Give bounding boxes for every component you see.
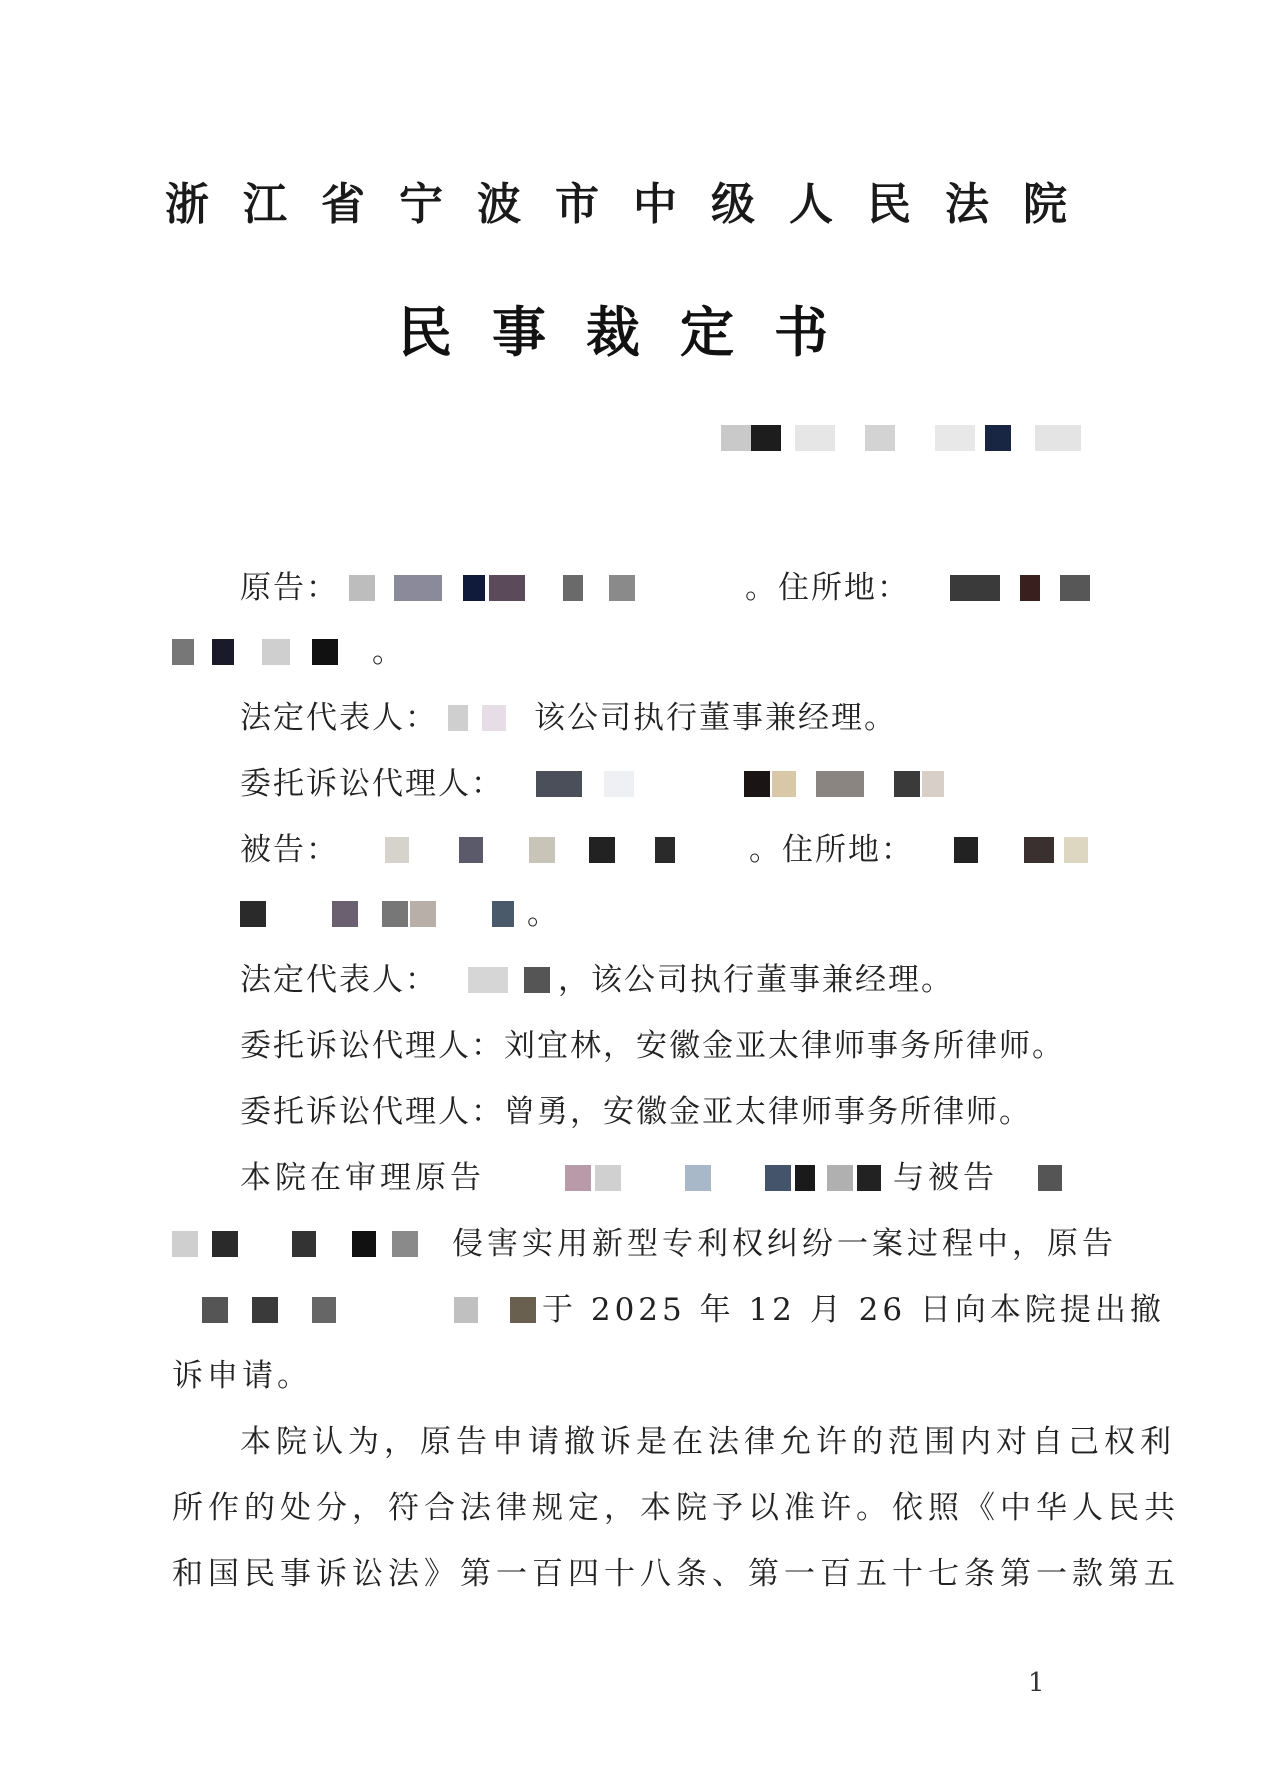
defendant-legal-rep	[172, 960, 1118, 1000]
p1-segment-d: 于 2025 年 12 月 26 日向本院提出撤	[542, 1292, 1165, 1328]
p1-plaintiff-redacted	[485, 1165, 893, 1195]
paragraph-2-line-2: 所作的处分，符合法律规定，本院予以准许。依照《中华人民共	[172, 1490, 1180, 1526]
defendant-address-redacted	[914, 837, 1114, 867]
defendant-residence-label: 。住所地：	[749, 832, 914, 868]
legal-rep-label: 法定代表人：	[240, 700, 438, 736]
plaintiff-address-continued	[172, 632, 1118, 672]
plaintiff-legal-rep	[172, 698, 1118, 738]
document-type-title: 民事裁定书	[398, 301, 868, 364]
plaintiff-name-redacted	[339, 575, 745, 605]
plaintiff-line	[172, 568, 1118, 608]
agent-label: 委托诉讼代理人：	[240, 766, 504, 802]
defendant-address-redacted-2	[172, 901, 527, 931]
plaintiff-address-redacted	[910, 575, 1118, 605]
paragraph-1-line-4: 诉申请。	[172, 1358, 312, 1394]
plaintiff-rep-role: 该公司执行董事兼经理。	[534, 700, 897, 736]
defendant-name-redacted	[339, 837, 749, 867]
plaintiff-address-redacted-2	[172, 639, 372, 669]
plaintiff-agent-redacted	[504, 771, 1044, 801]
paragraph-1-line-3	[172, 1290, 1165, 1330]
defendant-label: 被告：	[240, 832, 339, 868]
paragraph-2-line-3: 和国民事诉讼法》第一百四十八条、第一百五十七条第一款第五	[172, 1556, 1180, 1592]
defendant-end-period: 。	[527, 896, 560, 932]
defendant-legal-rep-label: 法定代表人：	[240, 962, 438, 998]
p1-segment-a: 本院在审理原告	[240, 1160, 485, 1196]
p1-segment-b: 与被告	[893, 1160, 998, 1196]
p1-segment-c: 侵害实用新型专利权纠纷一案过程中，原告	[452, 1226, 1117, 1262]
p1-defendant-redacted	[998, 1165, 1088, 1195]
case-number-redacted	[715, 425, 1115, 461]
residence-label: 。住所地：	[745, 570, 910, 606]
plaintiff-rep-name-redacted	[438, 705, 534, 735]
p1-plaintiff-redacted-2	[172, 1297, 542, 1327]
paragraph-1-line-2	[172, 1224, 1118, 1264]
court-name: 浙江省宁波市中级人民法院	[165, 179, 1101, 230]
defendant-agent-1: 委托诉讼代理人：刘宜林，安徽金亚太律师事务所律师。	[240, 1028, 1065, 1064]
plaintiff-agent	[172, 764, 1118, 804]
paragraph-1-line-1	[172, 1158, 1118, 1198]
page-number: 1	[1028, 1668, 1045, 1698]
defendant-line	[172, 830, 1118, 870]
p1-defendant-redacted-2	[172, 1231, 452, 1261]
defendant-rep-role: ，该公司执行董事兼经理。	[558, 962, 954, 998]
paragraph-2-line-1: 本院认为，原告申请撤诉是在法律允许的范围内对自己权利	[240, 1424, 1176, 1460]
defendant-rep-name-redacted	[438, 967, 558, 997]
plaintiff-label: 原告：	[240, 570, 339, 606]
defendant-address-continued	[172, 894, 1118, 934]
defendant-agent-2: 委托诉讼代理人：曾勇，安徽金亚太律师事务所律师。	[240, 1094, 1032, 1130]
plaintiff-end-period: 。	[372, 634, 405, 670]
